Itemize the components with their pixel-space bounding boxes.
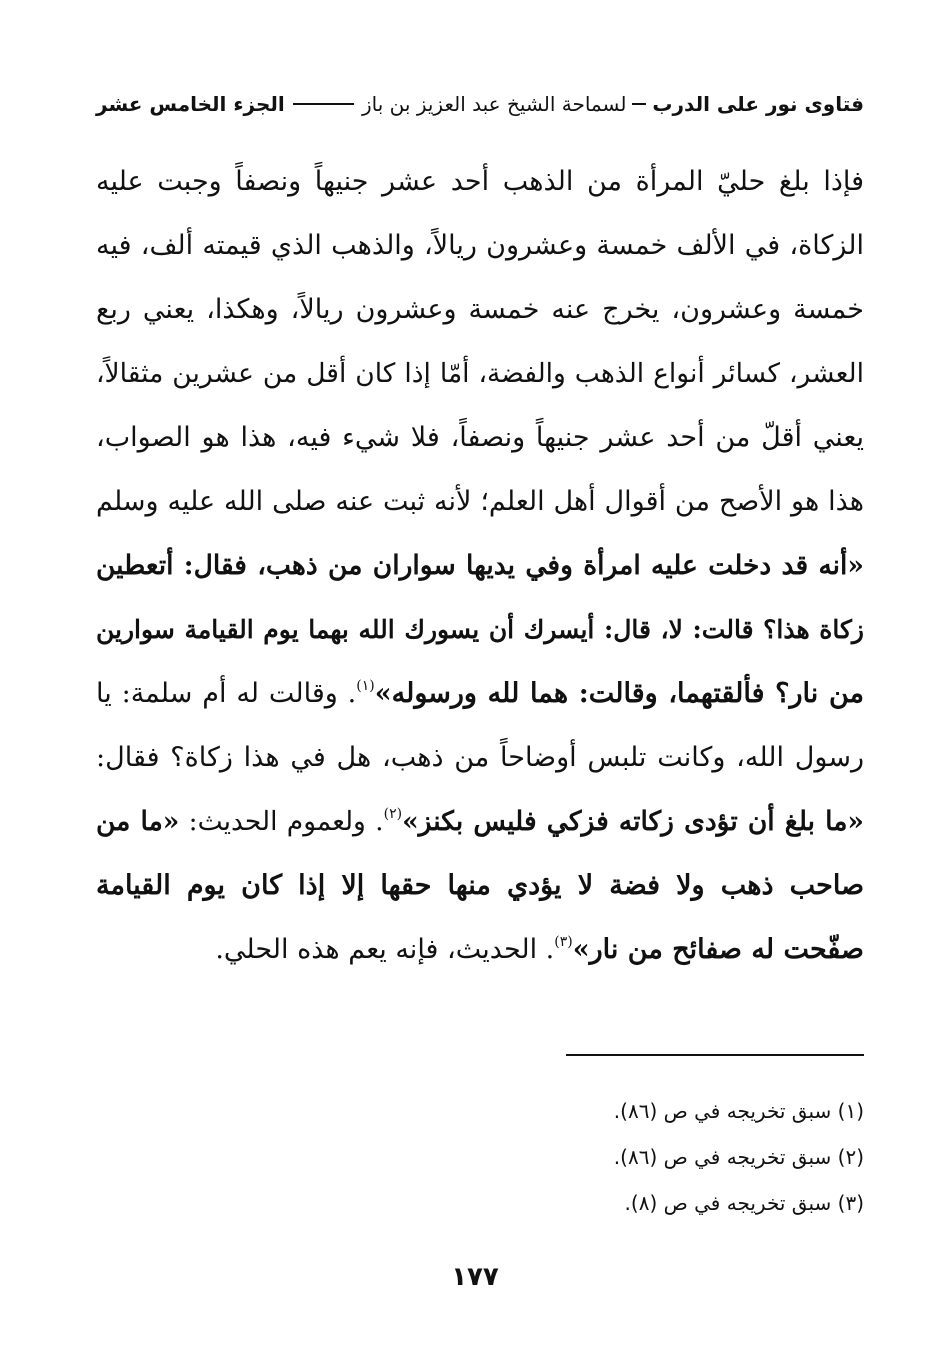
text-line <box>96 854 864 918</box>
text-line <box>96 662 864 726</box>
book-title: فتاوى نور على الدرب <box>652 92 864 116</box>
page-number: ١٧٧ <box>451 1262 499 1292</box>
text-segment: رسول الله، وكانت تلبس أوضاحاً من ذهب، هل في هذا زكاة؟ فقال: <box>96 742 864 773</box>
hadith-quote: صاحب ذهب ولا فضة لا يؤدي منها حقها إلا إذا كان يوم القيامة <box>96 870 864 901</box>
text-segment: خمسة وعشرون، يخرج عنه خمسة وعشرون ريالاً، وهكذا، يعني ربع <box>96 294 864 325</box>
text-line <box>96 406 864 470</box>
text-segment: الزكاة، في الألف خمسة وعشرون ريالاً، والذهب الذي قيمته ألف، فيه <box>96 230 864 261</box>
author-name: لسماحة الشيخ عبد العزيز بن باز <box>362 92 627 116</box>
text-line <box>96 918 864 982</box>
header-rule <box>293 103 354 105</box>
volume-label: الجزء الخامس عشر <box>96 92 285 116</box>
hadith-quote: «ما بلغ أن تؤدى زكاته فزكي فليس بكنز» <box>402 806 864 837</box>
hadith-quote: من نار؟ فألقتهما، وقالت: هما لله ورسوله» <box>374 678 864 709</box>
text-segment: . الحديث، فإنه يعم هذه الحلي. <box>215 934 555 965</box>
body-text <box>96 150 864 982</box>
text-segment: يعني أقلّ من أحد عشر جنيهاً ونصفاً، فلا شيء فيه، هذا هو الصواب، <box>96 422 864 453</box>
text-line <box>96 278 864 342</box>
text-line <box>96 342 864 406</box>
footnote-reference: (٣) <box>554 934 573 950</box>
footnote-separator <box>566 1054 864 1056</box>
text-segment: فإذا بلغ حليّ المرأة من الذهب أحد عشر جنيهاً ونصفاً وجبت عليه <box>96 166 864 197</box>
hadith-quote: «أنه قد دخلت عليه امرأة وفي يديها سواران من ذهب، فقال: أتعطين <box>96 550 864 581</box>
text-segment: . ولعموم الحديث: <box>179 806 384 837</box>
text-line <box>96 790 864 854</box>
footnote-1: (١) سبق تخريجه في ص (٨٦). <box>613 1099 864 1123</box>
hadith-quote: صفّحت له صفائح من نار» <box>572 934 864 965</box>
footnotes <box>96 1088 864 1226</box>
footnote-reference: (١) <box>356 678 375 694</box>
text-segment: . وقالت له أم سلمة: يا <box>96 678 357 709</box>
header-dash <box>632 103 646 105</box>
footnote-3: (٣) سبق تخريجه في ص (٨). <box>624 1191 864 1215</box>
text-line <box>96 534 864 598</box>
text-line <box>96 150 864 214</box>
text-line <box>96 470 864 534</box>
hadith-quote: زكاة هذا؟ قالت: لا، قال: أيسرك أن يسورك الله بهما يوم القيامة سوارين <box>96 615 864 644</box>
text-segment: هذا هو الأصح من أقوال أهل العلم؛ لأنه ثبت عنه صلى الله عليه وسلم <box>96 486 864 517</box>
hadith-quote: «ما من <box>96 806 180 837</box>
text-line <box>96 598 864 662</box>
footnote-reference: (٢) <box>383 806 403 822</box>
text-line <box>96 214 864 278</box>
running-header <box>96 92 864 116</box>
text-segment: العشر، كسائر أنواع الذهب والفضة، أمّا إذا كان أقل من عشرين مثقالاً، <box>96 358 864 389</box>
footnote-2: (٢) سبق تخريجه في ص (٨٦). <box>613 1145 864 1169</box>
text-line <box>96 726 864 790</box>
